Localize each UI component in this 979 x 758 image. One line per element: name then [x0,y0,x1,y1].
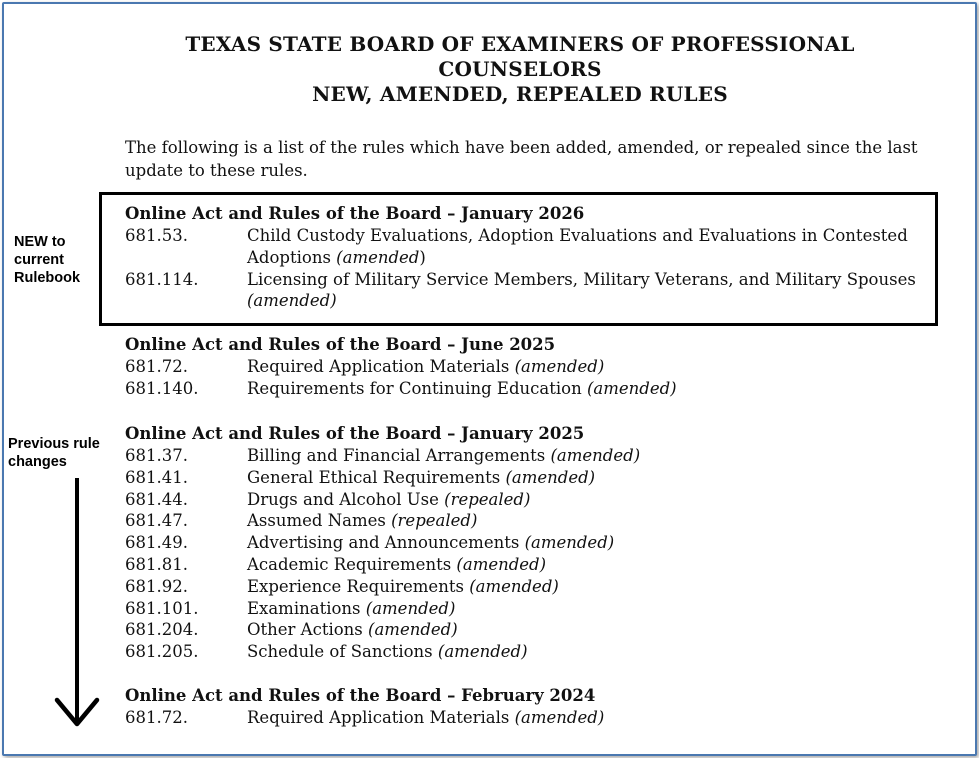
rule-status: (amended) [365,598,456,618]
section-heading: Online Act and Rules of the Board – February 2024 [125,686,596,705]
label-line: Rulebook [14,270,81,286]
rule-number: 681.140. [125,378,199,398]
rule-description [247,489,925,511]
new-to-rulebook-label [14,233,80,287]
rule-row [125,467,925,489]
rule-number: 681.37. [125,446,188,465]
title-line-2: COUNSELORS [438,57,602,81]
rule-number: 681.92. [125,576,188,596]
rule-status: (amended) [456,554,547,574]
rule-row [125,489,925,511]
rule-title: Licensing of Military Service Members, Military Veterans, and Military Spouses [247,269,916,289]
rule-number: 681.49. [125,533,188,553]
rule-description [247,225,925,269]
rule-number: 681.204. [125,620,199,640]
rule-title: Experience Requirements [247,576,464,596]
rule-number: 681.114. [125,269,199,289]
rule-description [247,619,925,641]
rule-row [125,510,925,532]
rule-status: (amended) [469,576,559,596]
rule-title: Billing and Financial Arrangements [247,446,546,465]
rule-number: 681.101. [125,598,199,618]
previous-rule-changes-label [8,435,100,471]
document-title [120,32,920,107]
title-line-1: TEXAS STATE BOARD OF EXAMINERS OF PROFESSIONAL [185,32,855,56]
rule-title: Assumed Names [247,511,386,531]
rule-status: (amended) [550,446,641,465]
rule-status: (amended [336,247,420,267]
rule-description [247,510,925,532]
rule-title: Required Application Materials [247,357,510,376]
section-february-2024 [125,685,925,729]
rule-title: Schedule of Sanctions [247,642,433,662]
rule-title: Child Custody Evaluations, Adoption Evaluations and Evaluations in Contested Adoptions [247,226,908,267]
rule-description [247,707,925,729]
rule-description [247,467,925,489]
rule-row [125,445,925,467]
rule-number: 681.81. [125,554,188,574]
rule-title: Examinations [247,598,361,618]
rule-row [125,225,925,269]
rule-description [247,532,925,554]
label-line: NEW to [14,234,66,250]
arrow-down-icon [50,478,106,733]
rule-description [247,576,925,598]
rule-status: (amended) [514,708,605,727]
intro-paragraph: The following is a list of the rules which have been added, amended, or repealed since the last update to these rules. [125,138,918,180]
rule-status: (amended) [437,642,528,662]
rule-title: General Ethical Requirements [247,467,501,487]
rule-row [125,641,925,663]
rule-status: (amended) [586,378,677,398]
rule-description [247,356,925,378]
rule-status: (repealed) [444,489,531,509]
rule-row [125,598,925,620]
rule-row [125,707,925,729]
rule-number: 681.41. [125,467,188,487]
rule-status: (repealed) [391,511,478,531]
rule-description [247,554,925,576]
rule-status: (amended) [514,357,605,376]
rule-number: 681.53. [125,226,188,245]
section-heading: Online Act and Rules of the Board – January 2026 [125,204,585,223]
title-line-3: NEW, AMENDED, REPEALED RULES [312,82,728,106]
label-line: Previous rule [8,436,100,452]
rule-number: 681.44. [125,489,188,509]
rule-row [125,619,925,641]
rule-row [125,356,925,378]
rule-status: (amended) [247,291,337,311]
rule-row [125,378,925,400]
rule-row [125,576,925,598]
rule-title: Requirements for Continuing Education [247,378,582,398]
rule-status: (amended) [524,533,615,553]
rule-number: 681.72. [125,357,188,376]
rule-title: Required Application Materials [247,708,510,727]
label-line: changes [8,454,67,470]
rule-title: Other Actions [247,620,363,640]
rule-row [125,554,925,576]
rule-description [247,445,925,467]
rule-number: 681.47. [125,511,188,531]
rule-title: Academic Requirements [247,554,452,574]
section-heading: Online Act and Rules of the Board – January 2025 [125,424,585,443]
rule-description [247,641,925,663]
section-june-2025 [125,334,925,400]
label-line: current [14,252,64,268]
rule-title: Advertising and Announcements [247,533,520,553]
rule-row [125,532,925,554]
rule-row [125,269,925,313]
section-january-2025 [125,423,925,663]
section-heading: Online Act and Rules of the Board – June 2025 [125,335,556,354]
rule-status-tail: ) [419,247,426,267]
rule-description [247,269,925,313]
rule-number: 681.205. [125,642,199,662]
rule-description [247,598,925,620]
rule-title: Drugs and Alcohol Use [247,489,439,509]
rule-number: 681.72. [125,708,188,727]
rule-status: (amended) [505,467,596,487]
section-january-2026 [125,203,925,312]
rule-description [247,378,925,400]
rule-status: (amended) [368,620,458,640]
